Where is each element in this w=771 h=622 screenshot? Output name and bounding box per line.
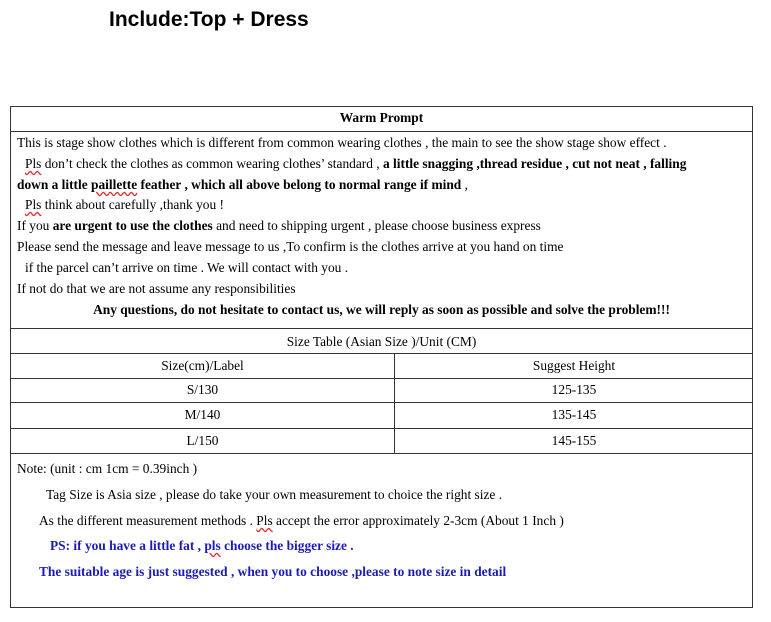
size-cell: L/150	[186, 433, 219, 448]
prompt-line-3	[17, 177, 468, 193]
size-cell: S/130	[186, 382, 219, 397]
size-header: Size(cm)/Label	[161, 358, 244, 373]
height-cell: 145-155	[551, 433, 597, 448]
pls-word: pls	[204, 538, 221, 553]
prompt-line-3-a: down a little	[17, 177, 92, 192]
prompt-line-7: if the parcel can’t arrive on time . We will contact with you .	[25, 260, 349, 275]
prompt-line-2-a: don’t check the clothes as common wearing clothes’ standard ,	[41, 156, 383, 171]
note-line-4-a: PS: if you have a little fat ,	[50, 538, 205, 553]
prompt-line-4-a: think about carefully ,thank you !	[41, 197, 224, 212]
size-table-title: Size Table (Asian Size )/Unit (CM)	[286, 334, 477, 349]
prompt-line-4	[25, 197, 224, 213]
prompt-line-5-a: If you	[17, 218, 53, 233]
divider	[11, 378, 752, 379]
divider	[11, 328, 752, 329]
page-heading: Include:Top + Dress	[109, 8, 309, 31]
note-line-3	[39, 513, 564, 529]
divider	[11, 131, 752, 132]
note-line-4	[50, 538, 354, 554]
warm-prompt-title: Warm Prompt	[339, 110, 424, 125]
prompt-line-8: If not do that we are not assume any responsibilities	[17, 281, 296, 296]
pls-word: Pls	[256, 513, 273, 528]
divider	[11, 428, 752, 429]
pls-word: Pls	[25, 156, 42, 171]
prompt-line-6: Please send the message and leave message to us ,To confirm is the clothes arrive at you hand on time	[17, 239, 564, 254]
prompt-line-5	[17, 218, 541, 234]
prompt-line-1: This is stage show clothes which is different from common wearing clothes , the main to see the show stage show effect .	[17, 135, 667, 150]
paillette-word: paillette	[91, 177, 138, 192]
table-column-divider	[394, 353, 395, 453]
note-line-3-b: accept the error approximately 2-3cm (About 1 Inch )	[272, 513, 564, 528]
note-line-1: Note: (unit : cm 1cm = 0.39inch )	[17, 461, 198, 476]
prompt-line-9: Any questions, do not hesitate to contact us, we will reply as soon as possible and solve the problem!!!	[93, 302, 670, 317]
note-line-3-a: As the different measurement methods .	[39, 513, 257, 528]
pls-word: Pls	[25, 197, 42, 212]
prompt-line-3-c: ,	[461, 177, 468, 192]
note-line-4-b: choose the bigger size .	[220, 538, 354, 553]
prompt-line-5-c: and need to shipping urgent , please choose business express	[212, 218, 541, 233]
info-box	[10, 106, 753, 608]
size-cell: M/140	[184, 407, 221, 422]
prompt-line-2-b: a little snagging ,thread residue , cut not neat , falling	[383, 156, 687, 171]
divider	[11, 353, 752, 354]
prompt-line-3-b: feather , which all above belong to normal range if mind	[137, 177, 462, 192]
height-header: Suggest Height	[532, 358, 616, 373]
divider	[11, 402, 752, 403]
divider	[11, 453, 752, 454]
note-line-2: Tag Size is Asia size , please do take your own measurement to choice the right size .	[46, 487, 503, 502]
height-cell: 125-135	[551, 382, 597, 397]
note-line-5: The suitable age is just suggested , when you to choose ,please to note size in detail	[39, 564, 507, 579]
prompt-line-2	[25, 156, 686, 172]
height-cell: 135-145	[551, 407, 597, 422]
prompt-line-5-b: are urgent to use the clothes	[52, 218, 213, 233]
